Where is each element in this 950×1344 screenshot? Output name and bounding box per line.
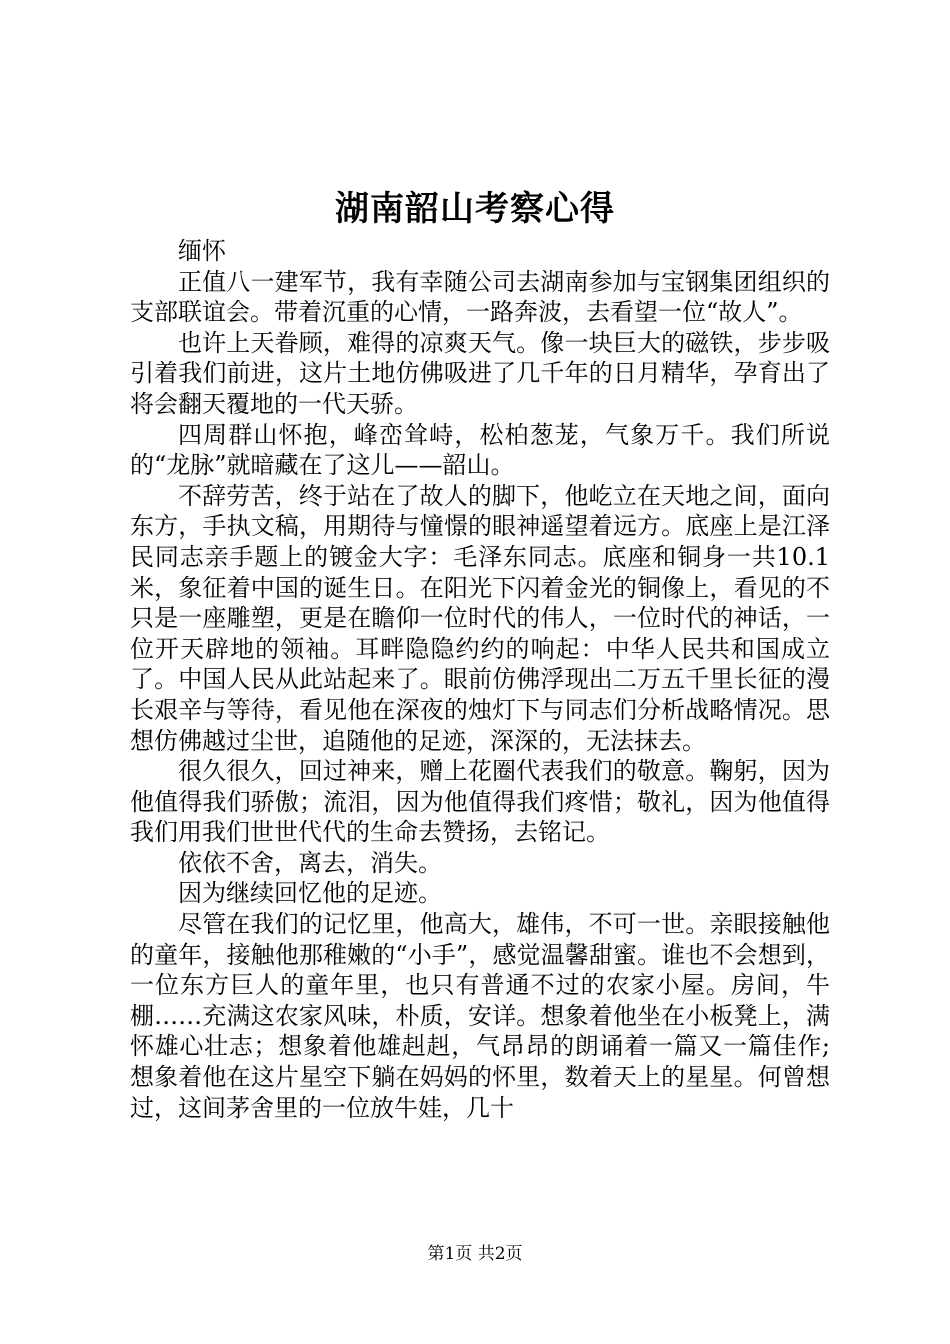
- paragraph: 也许上天眷顾，难得的凉爽天气。像一块巨大的磁铁，步步吸引着我们前进，这片土地仿佛吸进了几千年的日月精华，孕育出了将会翻天覆地的一代天骄。: [130, 328, 830, 418]
- paragraph: 很久很久，回过神来，赠上花圈代表我们的敬意。鞠躬，因为他值得我们骄傲；流泪，因为他值得我们疼惜；敬礼，因为他值得我们用我们世世代代的生命去赞扬，去铭记。: [130, 757, 830, 847]
- paragraph: 正值八一建军节，我有幸随公司去湖南参加与宝钢集团组织的支部联谊会。带着沉重的心情，一路奔波，去看望一位“故人”。: [130, 267, 830, 327]
- paragraph: 缅怀: [178, 237, 226, 265]
- paragraph: 尽管在我们的记忆里，他高大，雄伟，不可一世。亲眼接触他的童年，接触他那稚嫩的“小手”，感觉温馨甜蜜。谁也不会想到，一位东方巨人的童年里，也只有普通不过的农家小屋。房间，牛棚……充满这农家风味，朴质，安详。想象着他坐在小板凳上，满怀雄心壮志；想象着他雄赳赳，气昂昂的朗诵着一篇又一篇佳作;想象着他在这片星空下躺在妈妈的怀里，数着天上的星星。何曾想过，这间茅舍里的一位放牛娃，几十: [130, 910, 830, 1122]
- page-footer: 第1页 共2页: [427, 1244, 523, 1264]
- document-body: [130, 236, 830, 1123]
- paragraph: 因为继续回忆他的足迹。: [178, 879, 442, 908]
- paragraph: 不辞劳苦，终于站在了故人的脚下，他屹立在天地之间，面向东方，手执文稿，用期待与憧憬的眼神遥望着远方。底座上是江泽民同志亲手题上的镀金大字：毛泽东同志。底座和铜身一共10.1米，象征着中国的诞生日。在阳光下闪着金光的铜像上，看见的不只是一座雕塑，更是在瞻仰一位时代的伟人，一位时代的神话，一位开天辟地的领袖。耳畔隐隐约约的响起：中华人民共和国成立了。中国人民从此站起来了。眼前仿佛浮现出二万五千里长征的漫长艰辛与等待，看见他在深夜的烛灯下与同志们分析战略情况。思想仿佛越过尘世，追随他的足迹，深深的，无法抹去。: [130, 481, 830, 755]
- paragraph: 四周群山怀抱，峰峦耸峙，松柏葱茏，气象万千。我们所说的“龙脉”就暗藏在了这儿——韶山。: [130, 420, 830, 480]
- paragraph: 依依不舍，离去，消失。: [178, 848, 442, 877]
- document-title: 湖南韶山考察心得: [335, 189, 615, 229]
